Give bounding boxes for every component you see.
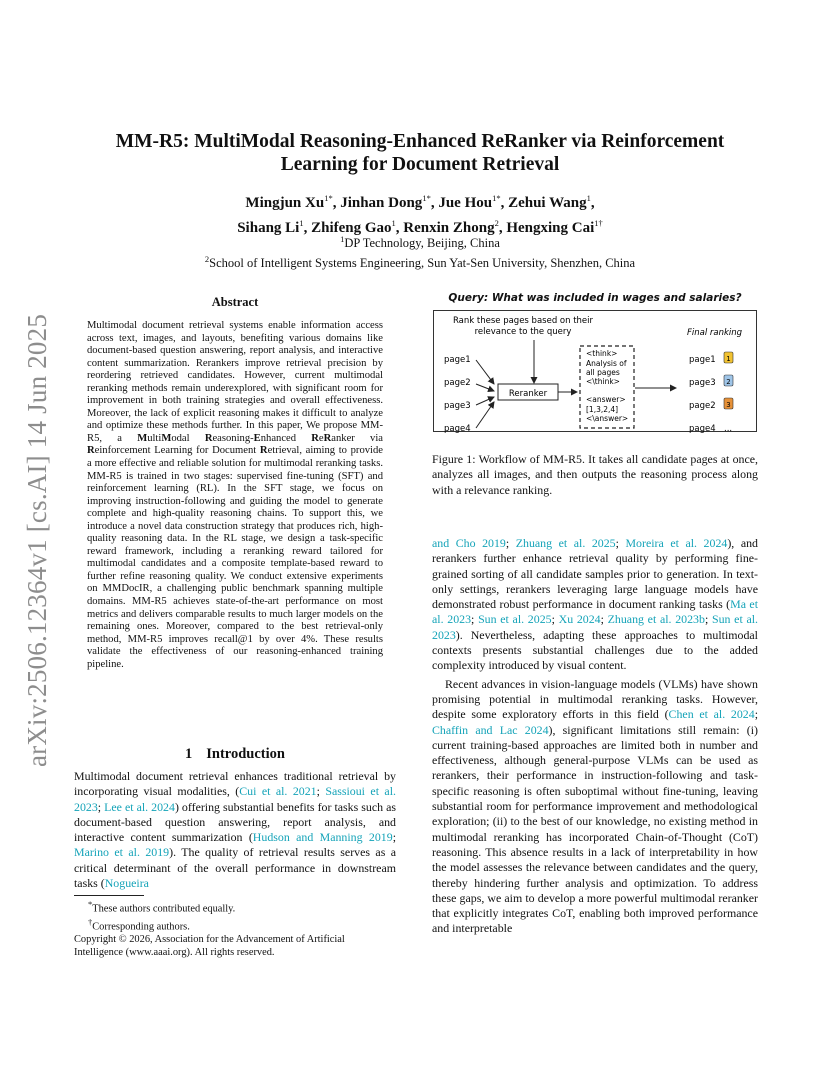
final-ranking-heading: Final ranking [687, 328, 743, 338]
author-line-2: Sihang Li$^1$, Zhifeng Gao$^1$, Renxin Zhong$^2$, Hengxing Cai$^{1\dagger}$ [237, 218, 603, 236]
remaining-ellipsis: ... [724, 424, 733, 434]
answer-content: [1,3,2,4] [586, 405, 619, 414]
abstract-text: Multimodal document retrieval systems enable information access across text, images, and layouts, benefiting various domains like document-based question answering, report analysis, and interactive content summarization. Rerankers improve retrieval precision by reordering retrieved candidates. However, current multimodal reranking methods remain underexplored, with significant room for improvement in both training strategies and overall effectiveness. Moreover, the lack of explicit reasoning makes it difficult to analyze and optimize these methods further. In this paper, We propose MM-R5, a MultiModal Reasoning-Enhanced ReRanker via Reinforcement Learning for Document Retrieval, aiming to provide a more effective and reliable solution for multimodal reranking tasks. MM-R5 is trained in two stages: supervised fine-tuning (SFT) and reinforcement learning (RL). In the SFT stage, we focus on improving instruction-following and guiding the model to generate complete and high-quality reasoning chains. To support this, we introduce a novel data construction strategy that produces rich, high-quality reasoning data. In the RL stage, we design a task-specific reward framework, including a reranking reward tailored for multimodal candidates and a composite template-based reward to further refine reasoning quality. We conduct extensive experiments on MMDocIR, a challenging public benchmark spanning multiple domains. MM-R5 achieves state-of-the-art performance on most metrics and delivers comparable results to much larger models on the remaining ones. Moreover, compared to the best retrieval-only method, MM-R5 improves recall@1 by over 4%. These results validate the effectiveness of our reasoning-enhanced training pipeline. [87, 320, 383, 670]
citation-link[interactable]: Cui et al. 2021 [239, 784, 317, 799]
instruction-line-1: Rank these pages based on their [452, 316, 594, 326]
think-close: <\think> [586, 377, 620, 386]
arxiv-stamp-text: arXiv:2506.12364v1 [cs.AI] 14 Jun 2025 [22, 313, 53, 767]
citation-link[interactable]: Xu 2024 [558, 612, 601, 627]
author: Sihang Li$^1$ [237, 218, 304, 236]
affiliation-1: $^1$DP Technology, Beijing, China [340, 234, 500, 251]
medal-2-label: 2 [726, 378, 731, 386]
think-content-1: Analysis of [586, 359, 627, 368]
citation-link[interactable]: Moreira et al. 2024 [625, 536, 728, 550]
citation-link[interactable]: and Cho 2019 [432, 536, 506, 550]
author: Hengxing Cai$^{1\dagger}$ [506, 218, 603, 236]
ranked-page-4: page4 [689, 424, 716, 434]
footnote-equal: *These authors contributed equally. [88, 899, 236, 915]
affiliation-2: $^2$School of Intelligent Systems Engineering, Sun Yat-Sen University, Shenzhen, China [204, 254, 636, 271]
figure-caption: Figure 1: Workflow of MM-R5. It takes all candidate pages at once, analyzes all images, and then outputs the reasoning process along with a relevance ranking. [432, 452, 758, 497]
intro-paragraph-left: Multimodal document retrieval enhances traditional retrieval by incorporating visual modalities, (Cui et al. 2021; Sassioui et al. 2023; Lee et al. 2024) offering substantial benefits for tasks such as document-based question answering, report analysis, and interactive content summarization (Hudson and Manning 2019; Marino et al. 2019). The quality of retrieval results serves as a critical determinant of the overall performance in downstream tasks (Nogueira [74, 769, 397, 891]
citation-link[interactable]: Sun et al. 2023 [432, 612, 759, 642]
citation-link[interactable]: Sassioui et al. 2023 [74, 784, 396, 814]
copyright-notice: Copyright © 2026, Association for the Advancement of Artificial Intelligence (www.aaai.org). All rights reserved. [74, 934, 345, 958]
arxiv-stamp [18, 305, 58, 775]
abstract-heading: Abstract [211, 295, 259, 309]
ranked-page-3: page2 [689, 401, 716, 411]
input-arrow-1 [476, 360, 494, 384]
workflow-diagram [430, 290, 760, 440]
input-page-2: page2 [444, 378, 471, 388]
input-page-1: page1 [444, 355, 471, 365]
author: Jue Hou$^{1*}$ [438, 193, 501, 211]
ranked-page-1: page1 [689, 355, 716, 365]
author: Jinhan Dong$^{1*}$ [340, 193, 431, 211]
answer-close: <\answer> [586, 414, 629, 423]
think-open: <think> [586, 349, 618, 358]
intro-paragraph-right-2: Recent advances in vision-language models (VLMs) have shown promising potential in multimodal reranking tasks. However, despite some exploratory efforts in this field (Chen et al. 2024; Chaffin and Lac 2024), significant limitations still remain: (i) current training-based approaches are limited both in number and effectiveness, although general-purpose VLMs can be used as rerankers, their performance in instruction-following and task-specific reasoning is often suboptimal without fine-tuning, leaving substantial room for performance improvement and methodological exploration; (ii) to the best of our knowledge, no existing method in multimodal reranking has incorporated Chain-of-Thought (CoT) reasoning. This absence results in a lack of interpretability in how the model assesses the relevance between candidates and the query, thereby hindering further analysis and optimization. To address these gaps, we aim to develop a more powerful multimodal reranker that explicitly integrates CoT, enabling both improved performance and interpretable [432, 676, 758, 936]
author-line-1: Mingjun $Xu^{1*}$, Jinhan Dong$^{1*}$, Jue Hou$^{1*}$, Zehui Wang$^1$, [245, 193, 595, 211]
intro-column-right [432, 536, 758, 937]
citation-link[interactable]: Chaffin and Lac 2024 [432, 722, 549, 737]
ranked-page-2: page3 [689, 378, 716, 388]
footnote-rule [74, 895, 144, 896]
citation-link[interactable]: Zhuang et al. 2023b [607, 612, 705, 627]
citation-link[interactable]: Zhuang et al. 2025 [515, 536, 616, 550]
citation-link[interactable]: Marino et al. 2019 [74, 845, 170, 860]
affiliations [90, 231, 750, 271]
input-arrow-4 [476, 402, 494, 428]
answer-open: <answer> [586, 395, 626, 404]
footnote-corresponding: †Corresponding authors. [88, 917, 190, 933]
citation-link[interactable]: Sun et al. 2025 [478, 612, 552, 627]
section-heading: 1 Introduction [185, 746, 285, 762]
citation-link[interactable]: Lee et al. 2024 [104, 799, 175, 814]
citation-link[interactable]: Hudson and Manning 2019 [252, 830, 393, 845]
input-arrow-3 [476, 397, 494, 405]
author: Renxin Zhong$^2$ [403, 218, 499, 236]
author: Zhifeng Gao$^1$ [311, 218, 396, 236]
input-arrow-2 [476, 384, 494, 391]
author: Mingjun $Xu^{1*}$ [245, 193, 333, 211]
medal-3-label: 3 [726, 401, 731, 409]
citation-link[interactable]: Nogueira [104, 876, 149, 891]
medal-1-label: 1 [726, 355, 731, 363]
citation-link[interactable]: Ma et al. 2023 [432, 597, 758, 627]
figure-query: Query: What was included in wages and salaries? [448, 292, 742, 304]
input-page-3: page3 [444, 401, 471, 411]
intro-paragraph-right-1: and Cho 2019; Zhuang et al. 2025; Moreira et al. 2024), and rerankers further enhance retrieval quality by performing fine-grained sorting of all candidate samples prior to generation. In text-only settings, rerankers leveraging large language models have demonstrated robust performance in document ranking tasks (Ma et al. 2023; Sun et al. 2025; Xu 2024; Zhuang et al. 2023b; Sun et al. 2023). Nevertheless, adapting these approaches to multimodal contexts presents substantial challenges due to the added complexity introduced by visual content. [432, 536, 759, 673]
paper-title: MM-R5: MultiModal Reasoning-Enhanced ReRanker via Reinforcement Learning for Document Retrieval [115, 131, 725, 175]
author: Zehui Wang$^1$ [508, 193, 591, 211]
model-name-expansion: MultiModal Reasoning-Enhanced ReRanker via Reinforcement Learning for Document Retrieval [87, 432, 383, 457]
input-page-4: page4 [444, 424, 471, 434]
instruction-line-2: relevance to the query [474, 327, 572, 337]
think-content-2: all pages [586, 368, 620, 377]
citation-link[interactable]: Chen et al. 2024 [668, 707, 755, 722]
workflow-figure [430, 290, 760, 440]
reranker-label: Reranker [508, 389, 548, 399]
footnotes [74, 898, 396, 959]
